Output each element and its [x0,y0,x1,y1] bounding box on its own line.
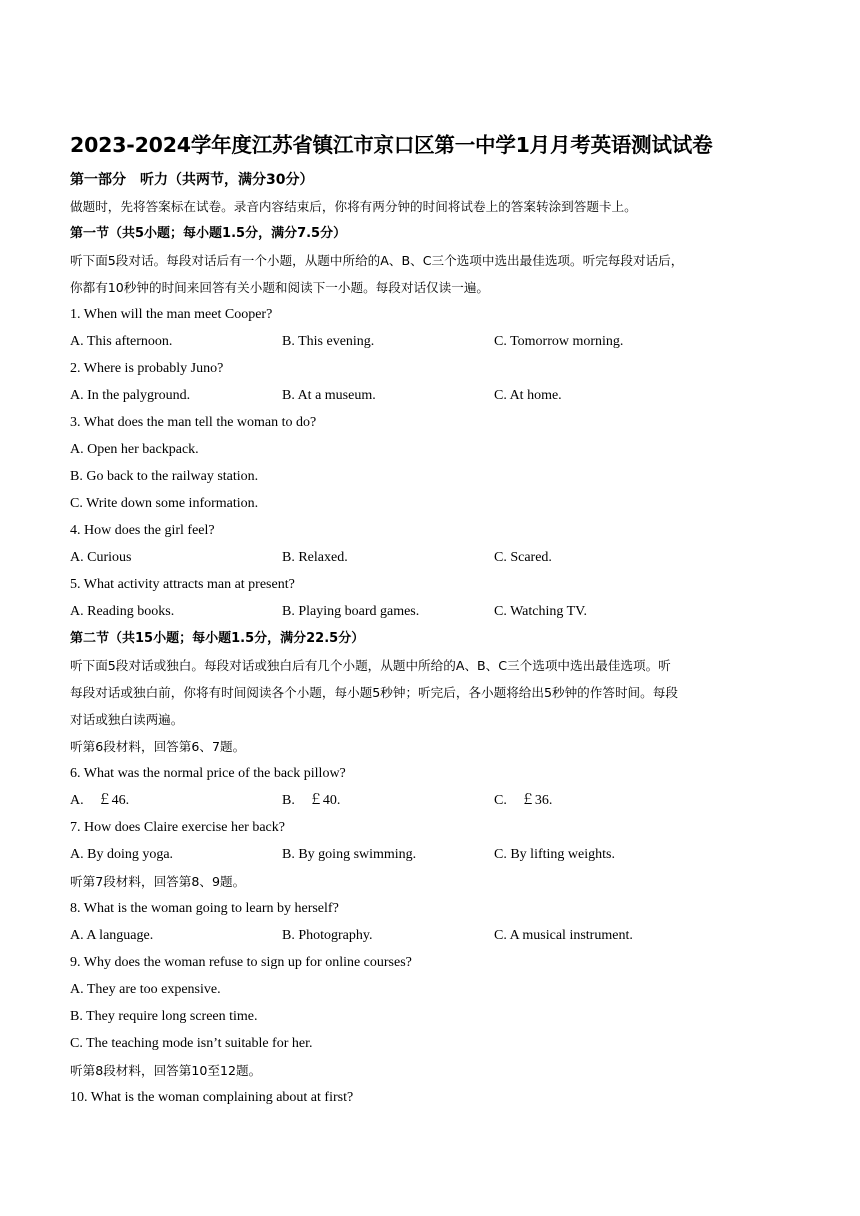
option-a: A. ￡46. [70,793,130,808]
question-stem-3: 3. What does the man tell the woman to do? [70,415,317,430]
section2-instruction-line2: 每段对话或独白前，你将有时间阅读各个小题，每小题5秒钟；听完后，各小题将给出5秒钟的作答时间。每段 [70,685,678,700]
option-c: C. ￡36. [494,793,553,808]
exam-title: 2023-2024学年度江苏省镇江市京口区第一中学1月月考英语测试试卷 [70,133,713,157]
option-c: C. At home. [494,388,562,403]
option-b: B. They require long screen time. [70,1009,258,1024]
material-note-8: 听第8段材料，回答第10至12题。 [70,1063,262,1078]
question-options-1 [70,332,790,352]
option-b: B. By going swimming. [282,847,417,862]
material-note-7: 听第7段材料，回答第8、9题。 [70,874,246,889]
section1-heading: 第一节（共5小题；每小题1.5分，满分7.5分） [70,226,347,241]
material-note-6: 听第6段材料，回答第6、7题。 [70,739,246,754]
option-a: A. Reading books. [70,604,175,619]
part1-instruction: 做题时，先将答案标在试卷。录音内容结束后，你将有两分钟的时间将试卷上的答案转涂到答题卡上。 [70,199,637,214]
option-b: B. Relaxed. [282,550,348,565]
question-stem-5: 5. What activity attracts man at present? [70,577,295,592]
option-a: A. A language. [70,928,154,943]
question-stem-2: 2. Where is probably Juno? [70,361,224,376]
option-b: B. This evening. [282,334,375,349]
section1-instruction-line2: 你都有10秒钟的时间来回答有关小题和阅读下一小题。每段对话仅读一遍。 [70,280,490,295]
section2-instruction-line3: 对话或独白读两遍。 [70,712,184,727]
option-a: A. This afternoon. [70,334,173,349]
question-options-8 [70,926,790,946]
section2-instruction-line1: 听下面5段对话或独白。每段对话或独白后有几个小题，从题中所给的A、B、C三个选项中选出最佳选项。听 [70,658,671,673]
option-a: A. Open her backpack. [70,442,199,457]
question-options-7 [70,845,790,865]
option-b: B. At a museum. [282,388,376,403]
option-b: B. Go back to the railway station. [70,469,259,484]
question-stem-10: 10. What is the woman complaining about at first? [70,1090,354,1105]
option-a: A. In the palyground. [70,388,191,403]
question-options-5 [70,602,790,622]
question-stem-4: 4. How does the girl feel? [70,523,215,538]
question-options-2 [70,386,790,406]
option-a: A. By doing yoga. [70,847,174,862]
question-stem-7: 7. How does Claire exercise her back? [70,820,285,835]
option-c: C. A musical instrument. [494,928,633,943]
question-stem-1: 1. When will the man meet Cooper? [70,307,273,322]
part1-heading: 第一部分 听力（共两节，满分30分） [70,172,314,188]
option-a: A. They are too expensive. [70,982,221,997]
section2-heading: 第二节（共15小题；每小题1.5分，满分22.5分） [70,631,365,646]
question-stem-8: 8. What is the woman going to learn by herself? [70,901,339,916]
option-b: B. Playing board games. [282,604,420,619]
question-options-4 [70,548,790,568]
option-c: C. By lifting weights. [494,847,615,862]
option-c: C. Watching TV. [494,604,587,619]
option-b: B. Photography. [282,928,373,943]
option-c: C. Scared. [494,550,552,565]
option-b: B. ￡40. [282,793,341,808]
option-c: C. Tomorrow morning. [494,334,624,349]
question-options-6 [70,791,790,811]
option-c: C. The teaching mode isn’t suitable for her. [70,1036,313,1051]
question-stem-6: 6. What was the normal price of the back pillow? [70,766,346,781]
option-a: A. Curious [70,550,132,565]
section1-instruction-line1: 听下面5段对话。每段对话后有一个小题，从题中所给的A、B、C三个选项中选出最佳选项。听完每段对话后， [70,253,684,268]
option-c: C. Write down some information. [70,496,259,511]
question-stem-9: 9. Why does the woman refuse to sign up for online courses? [70,955,412,970]
